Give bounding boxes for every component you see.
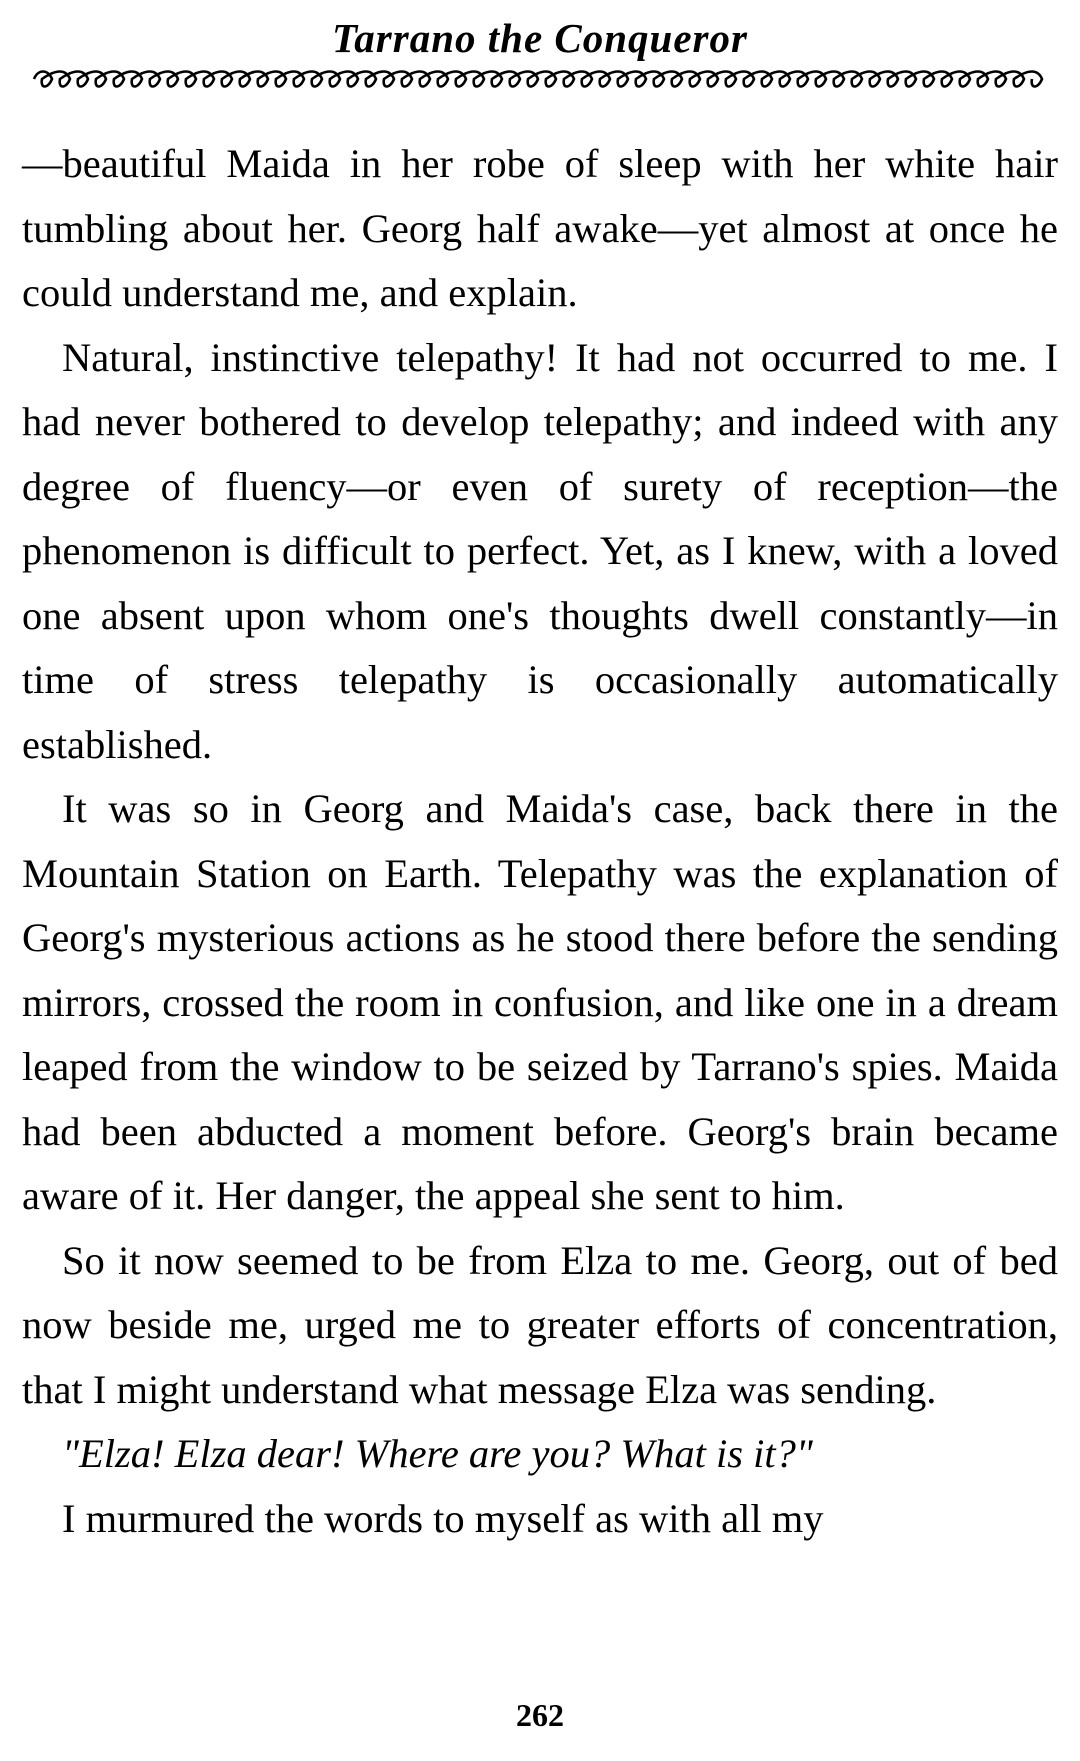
paragraph-2: Natural, instinctive telepathy! It had not occurred to me. I had never bothered to develop telepathy; and indeed with any degree of fluency—or even of surety of reception—the phenomenon is difficult to perfect. Yet, as I knew, with a loved one absent upon whom one's thoughts dwell constantly—in time of stress telepathy is occasionally automatically established.	[22, 334, 1058, 767]
body-text	[22, 132, 1058, 1551]
running-title: Tarrano the Conqueror	[332, 15, 748, 61]
scroll-border-ornament-icon	[30, 68, 1050, 90]
paragraph-1: —beautiful Maida in her robe of sleep with her white hair tumbling about her. Georg half awake—yet almost at once he could understand me, and explain.	[22, 141, 1058, 315]
paragraph-3: It was so in Georg and Maida's case, back there in the Mountain Station on Earth. Telepathy was the explanation of Georg's mysterious actions as he stood there before the sending mirrors, crossed the room in confusion, and like one in a dream leaped from the window to be seized by Tarrano's spies. Maida had been abducted a moment before. Georg's brain became aware of it. Her danger, the appeal she sent to him.	[22, 786, 1058, 1218]
scroll-border-curl	[34, 72, 1042, 87]
paragraph-6: I murmured the words to myself as with all my	[62, 1495, 824, 1541]
page-number: 262	[516, 1697, 564, 1733]
dialogue-line: "Elza! Elza dear! Where are you? What is it?"	[62, 1431, 813, 1476]
page-header	[0, 12, 1080, 64]
paragraph-4: So it now seemed to be from Elza to me. Georg, out of bed now beside me, urged me to greater efforts of concentration, that I might understand what message Elza was sending.	[22, 1237, 1058, 1412]
